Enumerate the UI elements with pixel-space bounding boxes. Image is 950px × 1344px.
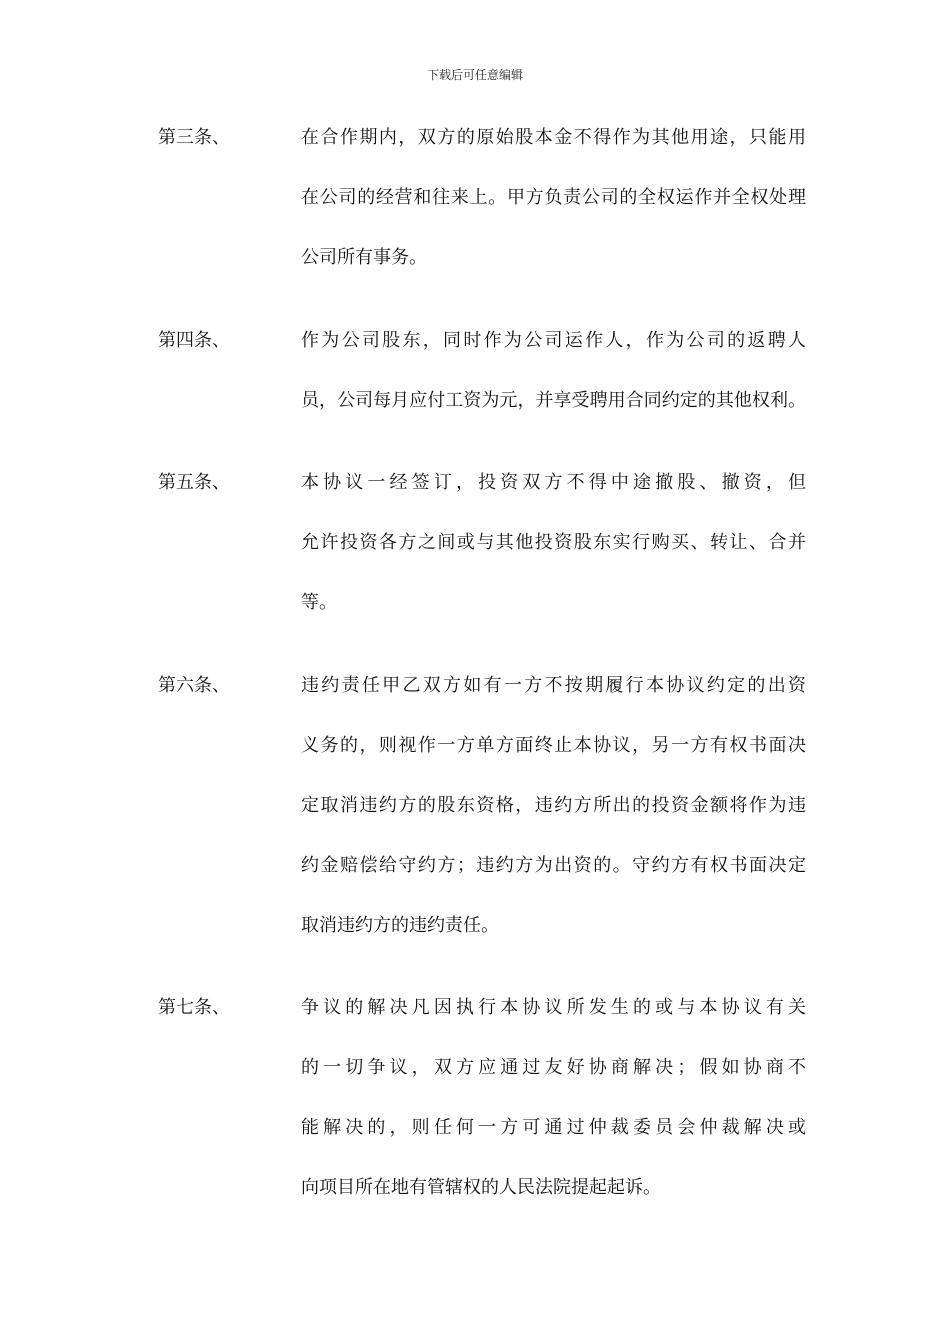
article-label: 第七条、 xyxy=(158,997,230,1018)
article-line: 能解决的，则任何一方可通过仲裁委员会仲裁解决或 xyxy=(301,1117,806,1138)
article-line: 违约责任甲乙双方如有一方不按期履行本协议约定的出资 xyxy=(301,675,806,696)
article-line: 义务的，则视作一方单方面终止本协议，另一方有权书面决 xyxy=(301,735,806,756)
article-line: 公司所有事务。 xyxy=(301,247,427,268)
article-line: 本协议一经签订，投资双方不得中途撤股、撤资，但 xyxy=(301,472,806,493)
article-line: 等。 xyxy=(301,592,337,613)
article-line: 在合作期内，双方的原始股本金不得作为其他用途，只能用 xyxy=(301,127,806,148)
article-line: 作为公司股东，同时作为公司运作人，作为公司的返聘人 xyxy=(301,330,806,351)
article-line: 员，公司每月应付工资为元，并享受聘用合同约定的其他权利。 xyxy=(301,390,806,411)
article-line: 允许投资各方之间或与其他投资股东实行购买、转让、合并 xyxy=(301,532,806,553)
article-line: 争议的解决凡因执行本协议所发生的或与本协议有关 xyxy=(301,997,806,1018)
article-line: 向项目所在地有管辖权的人民法院提起起诉。 xyxy=(301,1177,661,1198)
article-line: 在公司的经营和往来上。甲方负责公司的全权运作并全权处理 xyxy=(301,187,806,208)
article-label: 第六条、 xyxy=(158,675,230,696)
page-header: 下载后可任意编辑 xyxy=(426,68,523,82)
article-label: 第四条、 xyxy=(158,330,230,351)
article-line: 的一切争议，双方应通过友好协商解决；假如协商不 xyxy=(301,1057,806,1078)
article-line: 定取消违约方的股东资格，违约方所出的投资金额将作为违 xyxy=(301,795,806,816)
article-line: 约金赔偿给守约方；违约方为出资的。守约方有权书面决定 xyxy=(301,855,806,876)
article-label: 第五条、 xyxy=(158,472,230,493)
article-line: 取消违约方的违约责任。 xyxy=(301,915,499,936)
article-label: 第三条、 xyxy=(158,127,230,148)
